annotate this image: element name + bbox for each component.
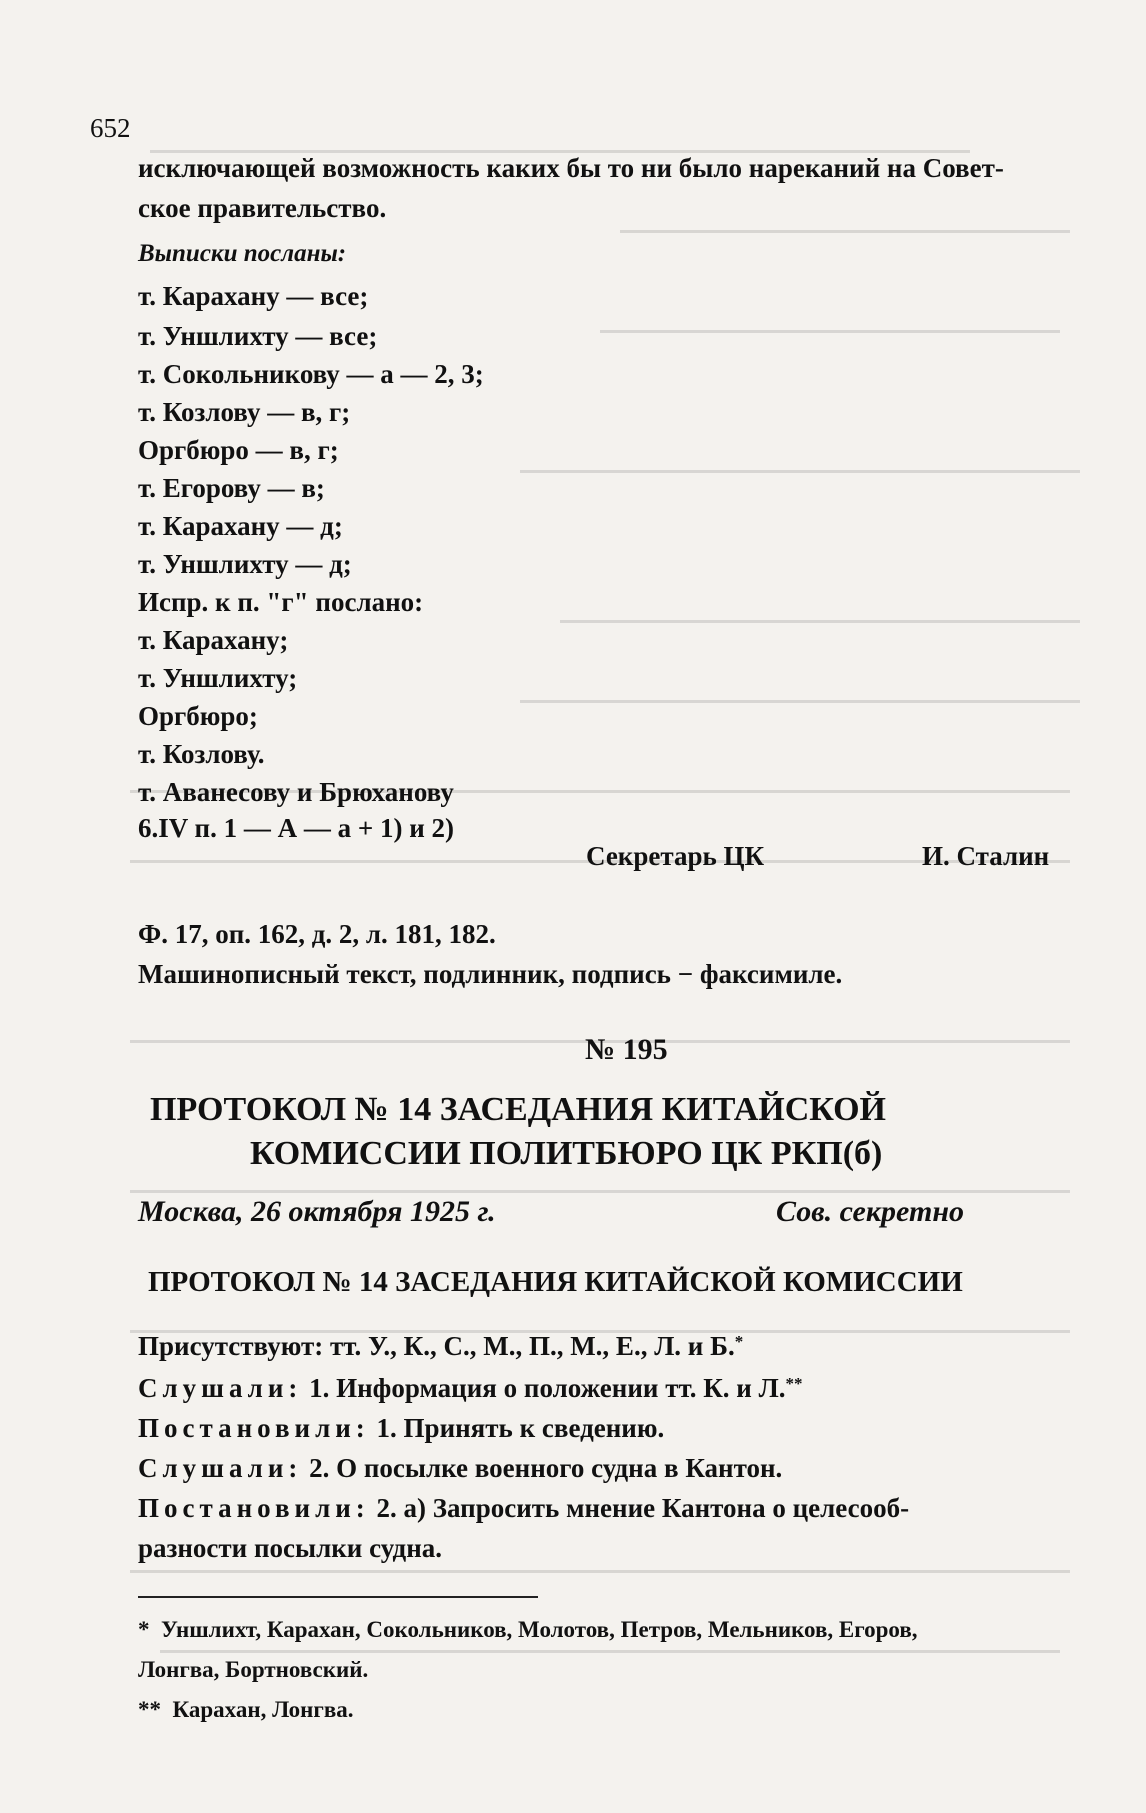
document-number: № 195 [585,1033,668,1066]
decided-1-text: 1. Принять к сведению. [376,1413,665,1443]
agenda-decided-2-continuation: разности посылки судна. [138,1533,443,1563]
archive-reference: Ф. 17, оп. 162, д. 2, л. 181, 182. [138,919,496,949]
extract-line: т. Козлову — в, г; [138,397,351,427]
heard-label: Слушали: [138,1373,303,1403]
continuation-line-1: исключающей возможность каких бы то ни было нареканий на Совет- [138,153,1004,183]
footnote-ref-2: ** [785,1374,803,1393]
protocol-subtitle: ПРОТОКОЛ № 14 ЗАСЕДАНИЯ КИТАЙСКОЙ КОМИССИИ [148,1266,963,1298]
decided-label: Постановили: [138,1493,370,1523]
extract-line: т. Уншлихту — все; [138,321,378,351]
heard-1-text: 1. Информация о положении тт. К. и Л. [309,1373,786,1403]
continuation-line-2: ское правительство. [138,193,387,223]
page-number: 652 [90,113,131,143]
signature-title: Секретарь ЦК [586,841,765,871]
heard-label: Слушали: [138,1453,303,1483]
place-and-date: Москва, 26 октября 1925 г. [138,1195,496,1228]
extract-line: 6.IV п. 1 — А — а + 1) и 2) [138,813,454,843]
extract-line: т. Сокольникову — а — 2, 3; [138,359,484,389]
heard-2-text: 2. О посылке военного судна в Кантон. [309,1453,783,1483]
agenda-heard-1 [138,1372,802,1404]
agenda-heard-2 [138,1452,782,1484]
extracts-heading: Выписки посланы: [138,240,347,267]
extract-line: Оргбюро; [138,701,258,731]
attendance-text: Присутствуют: тт. У., К., С., М., П., М., Е., Л. и Б. [138,1331,735,1361]
footnote-2-text: Карахан, Лонгва. [172,1697,354,1722]
decided-label: Постановили: [138,1413,370,1443]
document-title-line-1: ПРОТОКОЛ № 14 ЗАСЕДАНИЯ КИТАЙСКОЙ [150,1091,886,1128]
extract-line: т. Уншлихту; [138,663,298,693]
footnote-1-text: Уншлихт, Карахан, Сокольников, Молотов, Петров, Мельников, Егоров, [161,1617,918,1642]
attendance-line [138,1330,743,1362]
extract-line: т. Карахану; [138,625,289,655]
footnote-2-mark: ** [138,1697,161,1722]
footnote-2 [138,1696,354,1724]
footnote-1-mark: * [138,1617,150,1642]
extract-line: т. Аванесову и Брюханову [138,777,454,807]
footnote-1-line-1 [138,1616,918,1644]
extract-line: т. Карахану — д; [138,511,343,541]
extract-line: т. Егорову — в; [138,473,325,503]
extract-line: Испр. к п. "г" послано: [138,587,424,617]
extract-line: т. Уншлихту — д; [138,549,352,579]
archive-note: Машинописный текст, подлинник, подпись − факсимиле. [138,959,843,989]
footnote-divider [138,1596,538,1598]
footnote-1-line-2: Лонгва, Бортновский. [138,1657,369,1682]
signature-name: И. Сталин [922,841,1050,871]
extract-line: т. Карахану — все; [138,281,369,311]
footnote-ref-1: * [734,1332,744,1351]
extract-line: т. Козлову. [138,739,265,769]
agenda-decided-1 [138,1412,664,1444]
classification-stamp: Сов. секретно [776,1195,964,1228]
decided-2-text: 2. а) Запросить мнение Кантона о целесооб- [376,1493,910,1523]
agenda-decided-2 [138,1492,909,1524]
document-title-line-2: КОМИССИИ ПОЛИТБЮРО ЦК РКП(б) [250,1135,883,1172]
extract-line: Оргбюро — в, г; [138,435,339,465]
